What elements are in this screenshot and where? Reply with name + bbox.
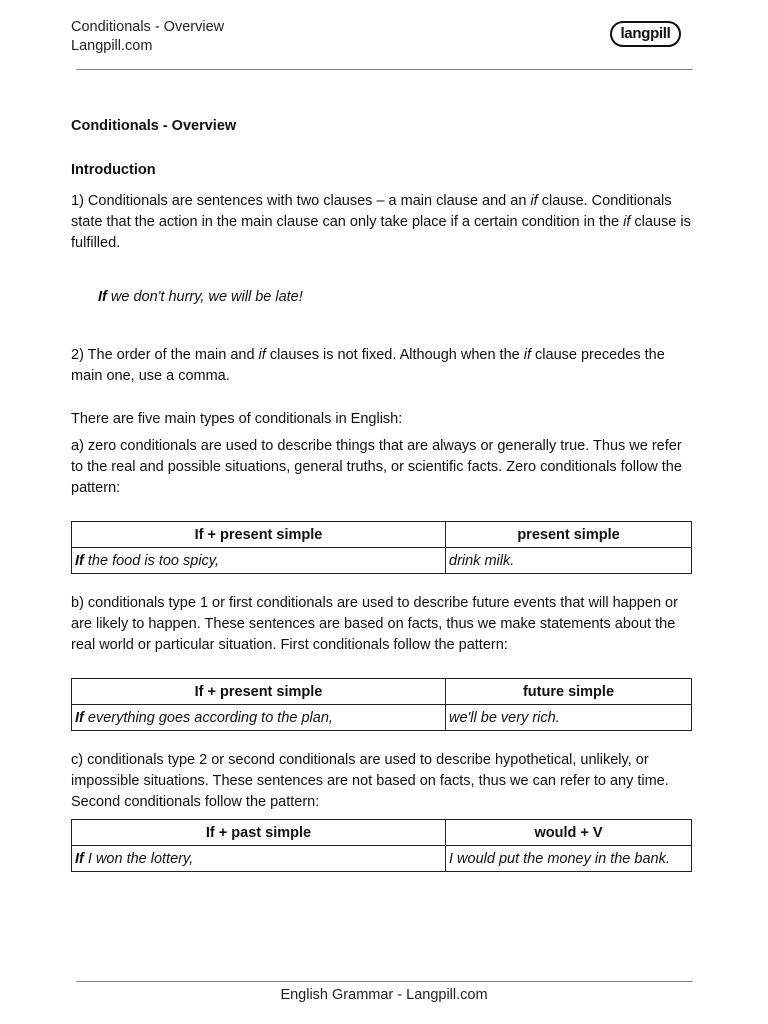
type-a-description: a) zero conditionals are used to describe things that are always or generally true. Thus we refer to the real and possible situations, general truths, or scientific facts. Zero conditionals follow the pattern: [71,438,682,496]
table-row [72,548,692,574]
type-b-description: b) conditionals type 1 or first conditionals are used to describe future events that will happen or are likely to happen. These sentences are based on facts, thus we make statements about the real world or particular situation. First conditionals follow the pattern: [71,595,678,653]
section-heading-introduction: Introduction [71,162,156,178]
page-header [71,18,224,56]
table-cell-if-clause: If everything goes according to the plan, [72,705,446,731]
paragraph-2: 2) The order of the main and if clauses is not fixed. Although when the if clause precedes the main one, use a comma. [71,347,665,384]
types-intro: There are five main types of conditionals in English: [71,411,403,427]
type-c-description: c) conditionals type 2 or second conditionals are used to describe hypothetical, unlikely, or impossible situations. These sentences are not based on facts, thus we can refer to any time. Second conditionals follow the pattern: [71,752,669,810]
table-cell-main-clause: we'll be very rich. [446,705,692,731]
table-cell-main-clause: I would put the money in the bank. [446,846,692,872]
document-title: Conditionals - Overview [71,118,237,134]
table-row [72,705,692,731]
header-site: Langpill.com [71,38,153,54]
table-header-row [72,522,692,548]
table-header-cell: If + present simple [72,522,446,548]
header-title: Conditionals - Overview [71,19,225,35]
langpill-logo: langpill [610,21,681,47]
paragraph-1: 1) Conditionals are sentences with two clauses – a main clause and an if clause. Conditionals state that the action in the main clause can only take place if a certain condition in the if clause is fulfilled. [71,193,691,251]
table-header-row [72,820,692,846]
footer-divider [76,981,693,982]
table-cell-if-clause: If I won the lottery, [72,846,446,872]
table-header-cell: would + V [446,820,692,846]
document-body [71,116,693,872]
example-sentence: If we don't hurry, we will be late! [98,289,303,305]
table-cell-if-clause: If the food is too spicy, [72,548,446,574]
second-conditional-table [71,819,692,872]
table-header-cell: future simple [446,679,692,705]
zero-conditional-table [71,521,692,574]
table-header-cell: If + present simple [72,679,446,705]
table-header-cell: present simple [446,522,692,548]
table-row [72,846,692,872]
page-footer: English Grammar - Langpill.com [280,987,488,1003]
table-cell-main-clause: drink milk. [446,548,692,574]
first-conditional-table [71,678,692,731]
table-header-row [72,679,692,705]
table-header-cell: If + past simple [72,820,446,846]
header-divider [76,69,693,70]
